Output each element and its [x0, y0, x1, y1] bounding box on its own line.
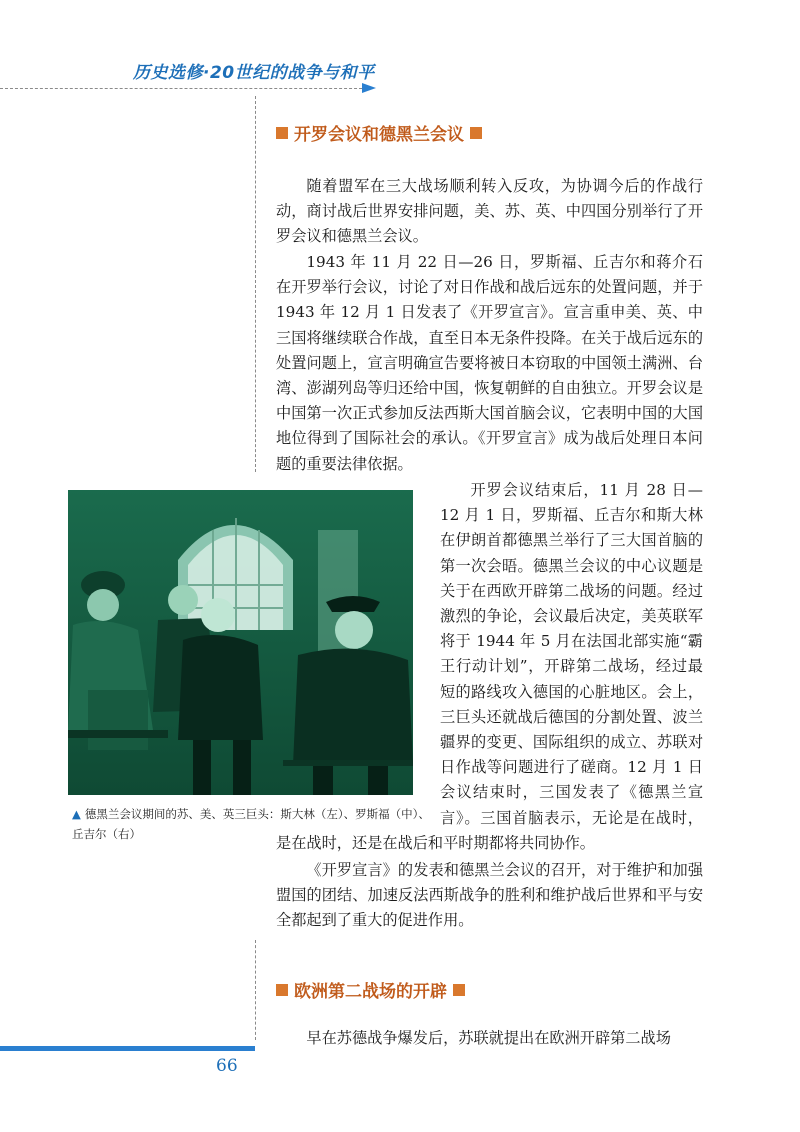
paragraph: 《开罗宣言》的发表和德黑兰会议的召开，对于维护和加强盟国的团结、加速反法西斯战争的胜利和维护战后世界和平与安全都起到了重大的促进作用。 [276, 861, 703, 930]
paragraph: 随着盟军在三大战场顺利转入反攻，为协调今后的作战行动，商讨战后世界安排问题，美、苏、英、中四国分别举行了开罗会议和德黑兰会议。 [276, 177, 703, 246]
header-rule [0, 88, 372, 89]
photo-illustration [68, 490, 413, 795]
header-arrow-icon [362, 83, 376, 93]
photo-caption [72, 804, 432, 844]
heading-square-icon [470, 127, 482, 139]
paragraph: 1943 年 11 月 22 日—26 日，罗斯福、丘吉尔和蒋介石在开罗举行会议，讨论了对日作战和战后远东的处置问题，并于 1943 年 12 月 1 日发表了《开罗宣言》。宣言重申美、英、中三国将继续联合作战，直至日本无条件投降。在关于战后远东的处置问题上，宣言明确宣告要将被日本窃取的中国领土满洲、台湾、澎湖列岛等归还给中国，恢复朝鲜的自由独立。开罗会议是中国第一次正式参加反法西斯大国首脑会议，它表明中国的大国地位得到了国际社会的承认。《开罗宣言》成为战后处理日本问题的重要法律依据。 [276, 253, 703, 473]
paragraph: 早在苏德战争爆发后，苏联就提出在欧洲开辟第二战场 [306, 1029, 671, 1047]
photo-tehran-big-three [68, 490, 413, 795]
caption-triangle-icon: ▲ [72, 807, 81, 821]
section-heading-cairo-tehran [276, 120, 482, 145]
page-number: 66 [216, 1056, 238, 1076]
section-heading-text: 开罗会议和德黑兰会议 [294, 125, 464, 145]
caption-text: 德黑兰会议期间的苏、美、英三巨头：斯大林（左）、罗斯福（中）、丘吉尔（右） [72, 807, 430, 841]
heading-square-icon [276, 984, 288, 996]
margin-rule [255, 96, 256, 472]
heading-square-icon [453, 984, 465, 996]
footer-bar [0, 1046, 255, 1051]
margin-rule-lower [255, 940, 256, 1040]
header-title: 历史选修·20世纪的战争与和平 [133, 63, 375, 83]
section-heading-second-front [276, 977, 465, 1002]
paragraph-continued: 是在战时，还是在战后和平时期都将共同协作。 [276, 834, 595, 852]
section-heading-text: 欧洲第二战场的开辟 [294, 982, 447, 1002]
heading-square-icon [276, 127, 288, 139]
paragraph: 开罗会议结束后，11 月 28 日—12 月 1 日，罗斯福、丘吉尔和斯大林在伊朗首都德黑兰举行了三大国首脑的第一次会晤。德黑兰会议的中心议题是关于在西欧开辟第二战场的问题。经过激烈的争论，会议最后决定，美英联军将于 1944 年 5 月在法国北部实施“霸王行动计划”，开辟第二战场，经过最短的路线攻入德国的心脏地区。会上，三巨头还就战后德国的分割处置、波兰疆界的变更、国际组织的成立、苏联对日作战等问题进行了磋商。12 月 1 日会议结束时，三国发表了《德黑兰宣言》。三国首脑表示，无论是在战时， [440, 481, 703, 827]
